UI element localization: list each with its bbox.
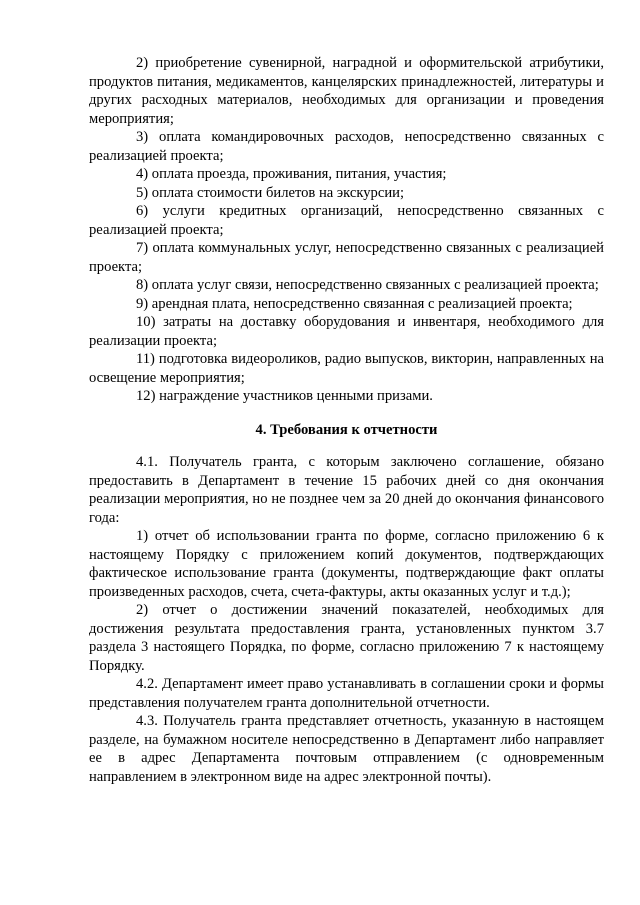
paragraph-4-3: 4.3. Получатель гранта представляет отчетность, указанную в настоящем разделе, на бумажном носителе непосредственно в Департамент либо направляет ее в адрес Департамента почтовым отправлением (с одновременным направлением в электронном виде на адрес электронной почты). xyxy=(89,713,604,785)
list-item-4: 4) оплата проезда, проживания, питания, участия; xyxy=(136,166,447,182)
list-item-10: 10) затраты на доставку оборудования и инвентаря, необходимого для реализации проекта; xyxy=(89,314,604,349)
paragraph-4-1-item-2: 2) отчет о достижении значений показателей, необходимых для достижения результата предоставления гранта, установленных пунктом 3.7 раздела 3 настоящего Порядка, по форме, согласно приложению 7 к настоящему Порядку. xyxy=(89,602,604,674)
list-item-8: 8) оплата услуг связи, непосредственно связанных с реализацией проекта; xyxy=(136,277,599,293)
spacer xyxy=(89,439,604,453)
list-item-5: 5) оплата стоимости билетов на экскурсии; xyxy=(136,184,405,201)
paragraph-4-1-item-1: 1) отчет об использовании гранта по форме, согласно приложению 6 к настоящему Порядку с приложением копий документов, подтверждающих фактическое использование гранта (документы, подтверждающие факт оплаты произведенных расходов, счета, счета-фактуры, акты оказанных услуг и т.д.); xyxy=(89,528,604,600)
paragraph-4-1: 4.1. Получатель гранта, с которым заключено соглашение, обязано предоставить в Департамент в течение 15 рабочих дней со дня окончания реализации мероприятия, но не позднее чем за 20 дней до окончания финансового года: xyxy=(89,454,604,526)
list-item-11: 11) подготовка видеороликов, радио выпусков, викторин, направленных на освещение мероприятия; xyxy=(89,351,604,386)
list-item-2: 2) приобретение сувенирной, наградной и оформительской атрибутики, продуктов питания, медикаментов, канцелярских принадлежностей, литературы и других расходных материалов, необходимых для организации и проведения мероприятия; xyxy=(89,55,604,127)
section-heading: 4. Требования к отчетности xyxy=(255,421,438,438)
paragraph-4-2: 4.2. Департамент имеет право устанавливать в соглашении сроки и формы представления получателем гранта дополнительной отчетности. xyxy=(89,676,604,711)
list-item-3: 3) оплата командировочных расходов, непосредственно связанных с реализацией проекта; xyxy=(89,129,604,164)
list-item-7: 7) оплата коммунальных услуг, непосредственно связанных с реализацией проекта; xyxy=(89,240,604,275)
document-page xyxy=(89,54,604,786)
list-item-12: 12) награждение участников ценными призами. xyxy=(136,388,433,404)
spacer xyxy=(89,406,604,421)
list-item-9: 9) арендная плата, непосредственно связанная с реализацией проекта; xyxy=(136,295,573,312)
list-item-6: 6) услуги кредитных организаций, непосредственно связанных с реализацией проекта; xyxy=(89,203,604,238)
